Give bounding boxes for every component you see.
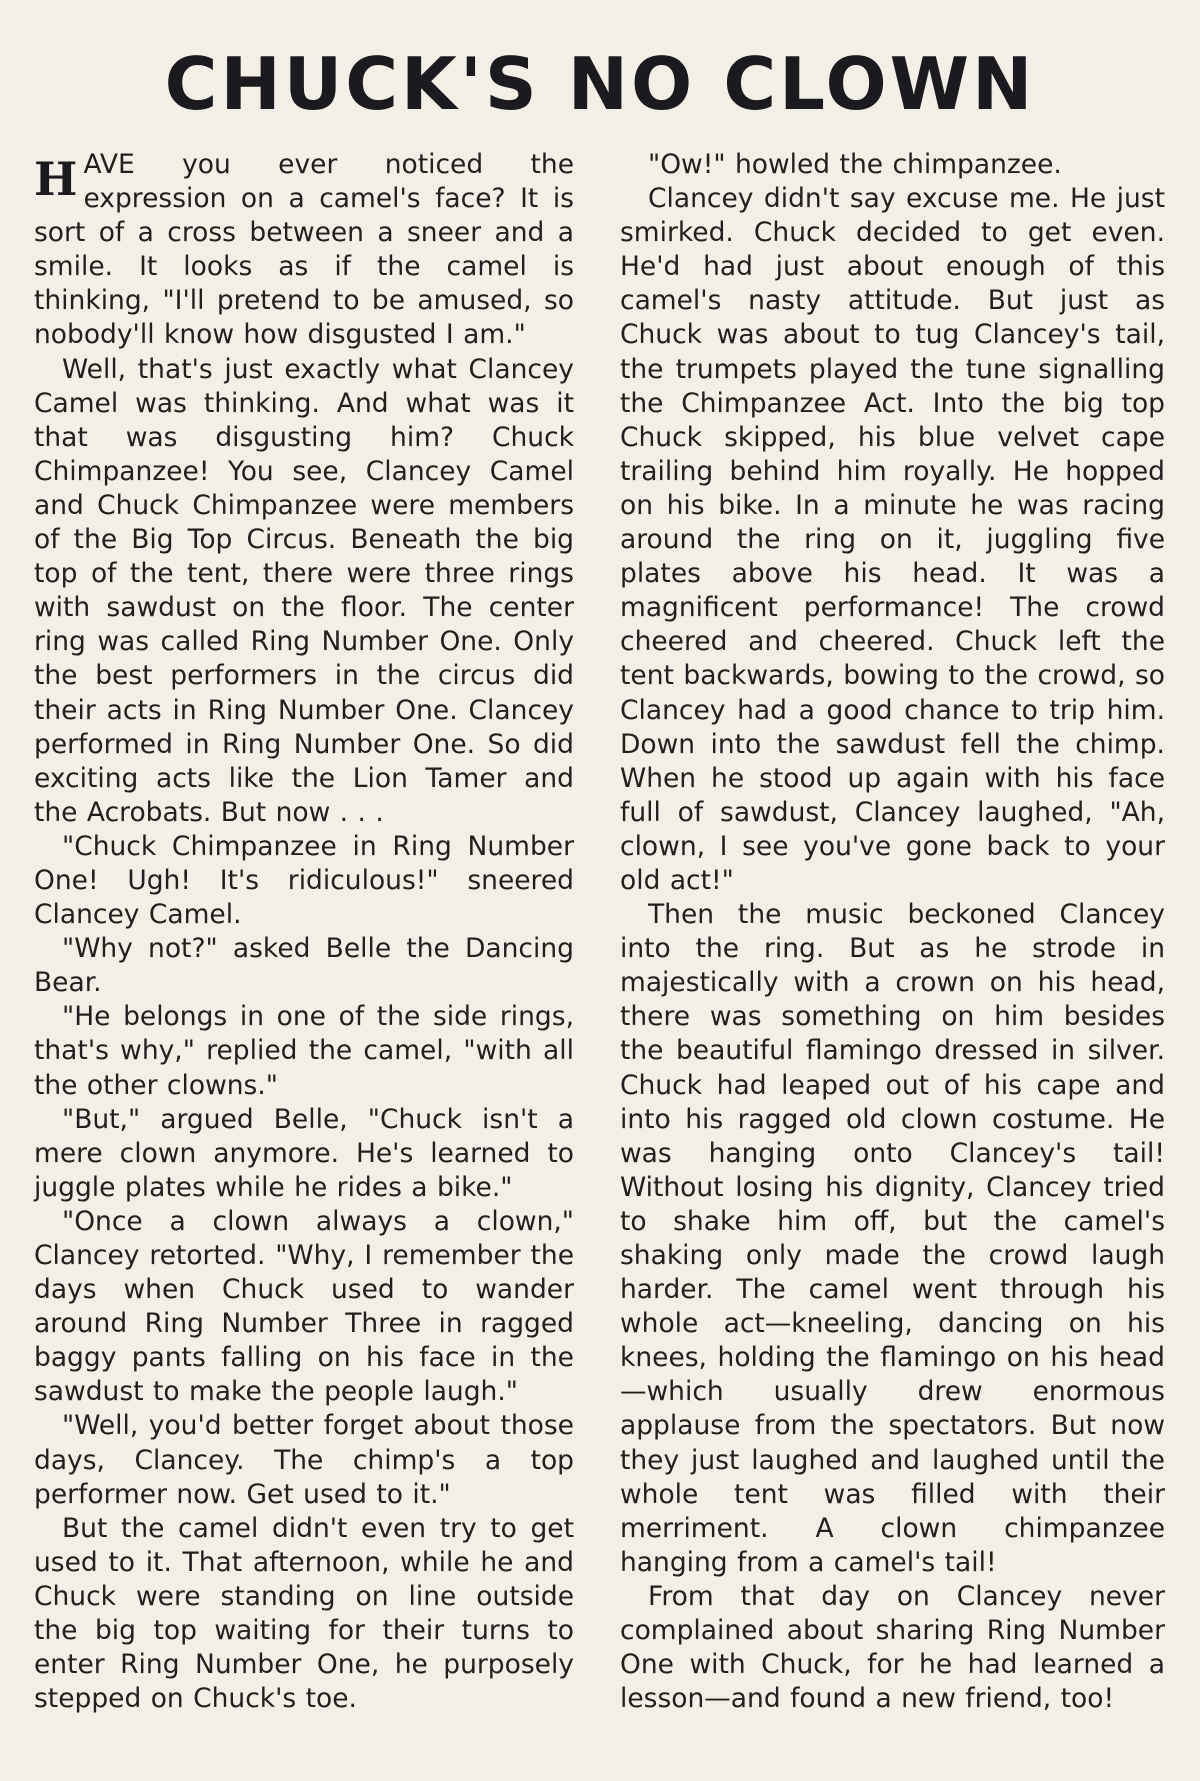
left-column	[34, 148, 574, 1716]
right-column	[620, 148, 1165, 1716]
story-paragraph: Then the music beckoned Clancey into the ring. But as he strode in majestically with a crown on his head, there was something on him besides the beautiful flamingo dressed in silver. Chuck had leaped out of his cape and into his ragged old clown costume. He was hanging onto Clancey's tail! Without losing his dignity, Clancey tried to shake him off, but the camel's shaking only made the crowd laugh harder. The camel went through his whole act—kneeling, dancing on his knees, holding the flamingo on his head—which usually drew enormous applause from the spectators. But now they just laughed and laughed until the whole tent was filled with their merriment. A clown chimpanzee hanging from a camel's tail!	[620, 899, 1165, 1578]
story-title: CHUCK'S NO CLOWN	[164, 42, 1036, 126]
story-paragraph: "Well, you'd better forget about those days, Clancey. The chimp's a top performer now. Get used to it."	[34, 1410, 574, 1510]
story-paragraph: "He belongs in one of the side rings, that's why," replied the camel, "with all the other clowns."	[34, 1001, 574, 1101]
story-paragraph: "Once a clown always a clown," Clancey retorted. "Why, I remember the days when Chuck used to wander around Ring Number Three in ragged baggy pants falling on his face in the sawdust to make the people laugh."	[34, 1205, 574, 1408]
drop-cap: H	[34, 152, 78, 206]
paragraph-text: AVE you ever noticed the expression on a camel's face? It is sort of a cross between a sneer and a smile. It looks as if the camel is thinking, "I'll pretend to be amused, so nobody'll know how disgusted I am."	[34, 149, 574, 351]
story-paragraph: "But," argued Belle, "Chuck isn't a mere clown anymore. He's learned to juggle plates while he rides a bike."	[34, 1103, 574, 1203]
story-paragraph: "Ow!" howled the chimpanzee.	[648, 149, 1062, 180]
story-paragraph: "Why not?" asked Belle the Dancing Bear.	[34, 933, 574, 999]
story-paragraph: Clancey didn't say excuse me. He just smirked. Chuck decided to get even. He'd had just about enough of this camel's nasty attitude. But just as Chuck was about to tug Clancey's tail, the trumpets played the tune signalling the Chimpanzee Act. Into the big top Chuck skipped, his blue velvet cape trailing behind him royally. He hopped on his bike. In a minute he was racing around the ring on it, juggling five plates above his head. It was a magnificent performance! The crowd cheered and cheered. Chuck left the tent backwards, bowing to the crowd, so Clancey had a good chance to trip him. Down into the sawdust fell the chimp. When he stood up again with his face full of sawdust, Clancey laughed, "Ah, clown, I see you've gone back to your old act!"	[620, 183, 1165, 896]
story-paragraph: But the camel didn't even try to get used to it. That afternoon, while he and Chuck were standing on line outside the big top waiting for their turns to enter Ring Number One, he purposely stepped on Chuck's toe.	[34, 1512, 574, 1715]
story-paragraph: Well, that's just exactly what Clancey Camel was thinking. And what was it that was disgusting him? Chuck Chimpanzee! You see, Clancey Camel and Chuck Chimpanzee were members of the Big Top Circus. Beneath the big top of the tent, there were three rings with sawdust on the floor. The center ring was called Ring Number One. Only the best performers in the circus did their acts in Ring Number One. Clancey performed in Ring Number One. So did exciting acts like the Lion Tamer and the Acrobats. But now . . .	[34, 353, 574, 828]
story-paragraph: From that day on Clancey never complained about sharing Ring Number One with Chuck, for he had learned a lesson—and found a new friend, too!	[620, 1580, 1165, 1715]
story-paragraph	[34, 148, 574, 353]
story-paragraph: "Chuck Chimpanzee in Ring Number One! Ugh! It's ridiculous!" sneered Clancey Camel.	[34, 830, 574, 931]
